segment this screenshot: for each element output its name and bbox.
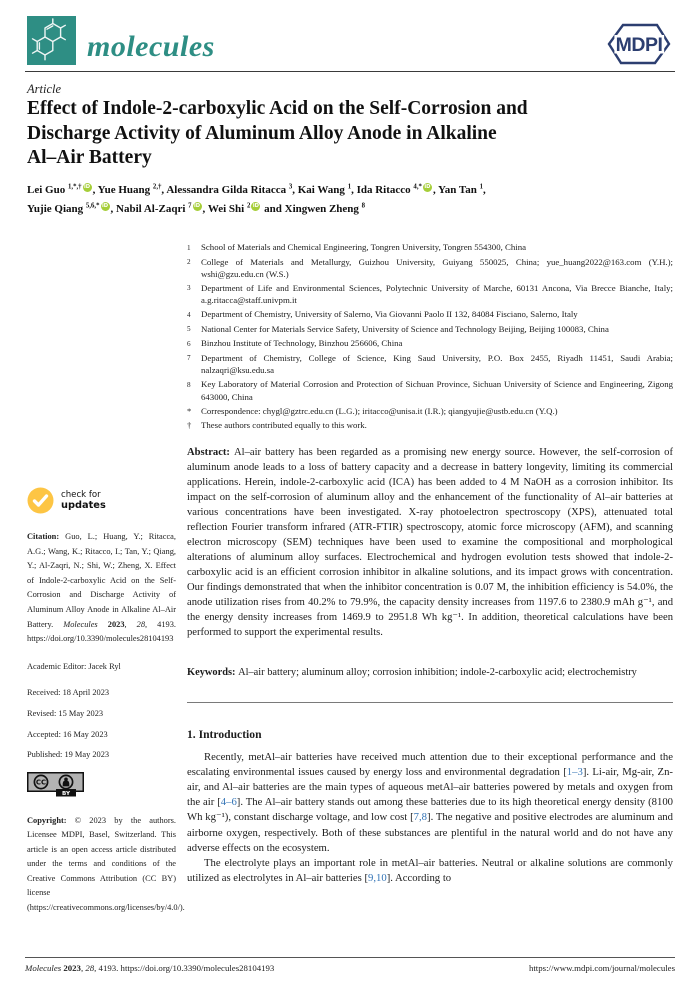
section-heading-introduction: 1. Introduction (187, 727, 262, 741)
text-segment: 3 (288, 183, 293, 191)
text-segment: © 2023 by the authors. Licensee MDPI, Basel, Switzerland. This article is an open access article distributed under the terms and conditions of the Creative Commons Attribution (CC BY) license (https://creativecommons.org/licenses/by/4.0/). (27, 815, 185, 913)
text-segment: Guo, L.; Huang, Y.; Ritacca, A.G.; Wang, K.; Ritacco, I.; Tan, Y.; Qiang, Y.; Al-Zaqri, N.; Shi, W.; Zheng, X. Effect of Indole-2-carboxylic Acid on the Self-Corrosion and Discharge Activity of Aluminum Alloy Anode in Alkaline Al–Air Battery. (27, 532, 176, 629)
affiliation-row (187, 282, 673, 307)
affiliation-text: Department of Life and Environmental Sciences, Polytechnic University of Marche, 60131 Ancona, Via Brecce Bianche, Italy; a.g.ritacca@staff.univpm.it (201, 282, 673, 306)
mdpi-logo[interactable] (601, 20, 675, 73)
accepted-line: Accepted: 16 May 2023 (27, 729, 108, 739)
text-segment: , (80, 963, 86, 973)
text-segment: Abstract: (187, 447, 234, 459)
affiliation-text: Binzhou Institute of Technology, Binzhou 256606, China (201, 338, 403, 349)
orcid-icon[interactable]: iD (194, 202, 201, 209)
orcid-icon[interactable]: iD (252, 202, 259, 209)
text-segment: ]. Li-air, Mg-air, Zn-air, and Al–air batteries are the main types of aqueous metAl–air batteries powered by metals and oxygen from the air [ (187, 765, 673, 809)
affiliation-list (187, 241, 673, 431)
text-segment: Copyright: (27, 815, 75, 825)
title-line: Discharge Activity of Aluminum Alloy Anode in Alkaline (27, 122, 497, 144)
note-symbol: † (187, 419, 192, 430)
affiliation-row (187, 308, 673, 321)
text-segment: 2023 (63, 963, 81, 973)
text-segment: Al–air battery has been regarded as a promising new energy source. However, the self-corrosion of aluminum anode leads to a loss of battery capacity and a decrease in battery longevity, limiting its commercial applications. Herein, indole-2-carboxylic acid (ICA) has been added to 4 M NaOH as a corrosion inhibitor. Its impact on the self-corrosion of aluminum alloy and the enhancement of the functionality of Al–air batteries at various concentrations have been investigated. X-ray photoelectron spectroscopy (XPS), attenuated total reflection Fourier transform infrared (ATR-FTIR) spectroscopy, atomic force microscopy (AFM), and scanning electron microscopy (SEM) techniques have been used to examine the compositional and morphological alterations of aluminum alloy surfaces. Electrochemical and hydrogen evolution tests showed that indole-2-carboxylic acid is an efficient corrosion inhibitor in alkaline solutions, and its impact grows with concentration. Our findings demonstrated that when the inhibitor concentration is 0.07 M, the inhibition efficiency is 54.0%, the anode utilization rises from 40.2% to 79.9%, the capacity density increases from 1197.6 to 2380.9 mAh g⁻¹, and the energy density increases from 1469.9 to 2951.8 Wh kg⁻¹. In addition, theoretical calculations have been performed to support the experimental results. (187, 447, 673, 639)
page-footer (25, 963, 675, 973)
text-segment: 7 (188, 201, 192, 209)
affiliation-row (187, 241, 673, 254)
affiliation-text: Department of Chemistry, College of Science, King Saud University, P.O. Box 2455, Riyadh 11451, Saudi Arabia; nalzaqri@ksu.edu.sa (201, 352, 673, 376)
affiliation-number: 6 (187, 339, 191, 348)
text-segment: 4,* (413, 183, 422, 191)
text-segment: The electrolyte plays an important role in metAl–air batteries. Neutral or alkaline solutions are commonly utilized as electrolytes in Al–air batteries [ (187, 856, 673, 885)
header-divider (25, 71, 675, 72)
affiliation-row (187, 337, 673, 350)
text-segment: , Yan Tan (432, 184, 480, 196)
correspondence-row (187, 405, 673, 417)
orcid-icon[interactable]: iD (84, 184, 91, 191)
journal-header (27, 16, 215, 65)
check-icon (27, 487, 54, 514)
affiliation-number: 8 (187, 380, 191, 389)
text-segment: 28 (136, 619, 146, 629)
text-segment: 8 (361, 201, 366, 209)
text-segment: , (124, 619, 137, 629)
affiliation-row (187, 352, 673, 377)
text-segment: Keywords: (187, 667, 239, 679)
orcid-icon[interactable]: iD (101, 202, 109, 209)
affiliation-row (187, 323, 673, 336)
text-segment: ]. The Al–air battery stands out among these batteries due to its high theoretical energy density (8100 Wh kg⁻¹), constant discharge voltage, and low cost [ (187, 796, 674, 824)
equal-contribution-text: These authors contributed equally to this work. (201, 419, 367, 430)
text-segment: Recently, metAl–air batteries have received much attention due to their exceptional performance and the escalating environmental issues caused by energy loss and environmental degradation [ (187, 750, 673, 778)
cc-by-license-badge[interactable] (27, 772, 176, 803)
svg-text:MDPI: MDPI (615, 34, 663, 56)
citation-ref-link[interactable]: 4–6 (220, 796, 237, 809)
academic-editor-line: Academic Editor: Jacek Ryl (27, 661, 121, 671)
check-for-updates-badge[interactable] (27, 487, 176, 514)
text-segment: 2,† (152, 183, 162, 191)
author-line-1 (27, 181, 675, 200)
text-segment: 1 (479, 183, 484, 191)
intro-paragraph-2 (187, 856, 673, 886)
affiliation-number: 3 (187, 284, 191, 293)
citation-block (27, 530, 176, 647)
text-segment: , 4193. https://doi.org/10.3390/molecules28104193 (94, 963, 275, 973)
text-segment: , Wei Shi (202, 202, 247, 215)
orcid-icon[interactable]: iD (424, 184, 431, 191)
text-segment: Al–air battery; aluminum alloy; corrosion inhibition; indole-2-carboxylic acid; electrochemistry (238, 667, 637, 679)
text-segment: Molecules (25, 963, 64, 973)
mdpi-logo-icon (601, 20, 675, 68)
affiliation-number: 7 (187, 354, 191, 363)
text-segment: Citation: (27, 532, 66, 541)
copyright-block (27, 814, 185, 916)
affiliation-row (187, 378, 673, 403)
citation-ref-link[interactable]: 7,8 (413, 811, 428, 824)
keywords-paragraph (187, 666, 673, 681)
cc-by-icon (27, 772, 85, 797)
text-segment: ]. The negative and positive electrodes are aluminum and airborne oxygen, respectively. Both of these substances are plentiful in the natural world and do not have any adverse effects on the ecosystem. (187, 811, 673, 854)
molecules-logo-icon (27, 16, 76, 65)
text-segment: , Alessandra Gilda Ritacca (161, 184, 289, 196)
article-type-label: Article (27, 82, 62, 96)
footer-citation[interactable] (25, 963, 274, 973)
citation-ref-link[interactable]: 9,10 (368, 872, 387, 885)
text-segment: , Ida Ritacco (351, 184, 414, 196)
footer-journal-url[interactable]: https://www.mdpi.com/journal/molecules (528, 963, 675, 973)
affiliation-number: 5 (187, 325, 191, 334)
section-divider (187, 702, 673, 703)
check-badge-label: check for updates (61, 490, 106, 511)
text-segment: 5,6,* (85, 201, 100, 209)
correspondence-text: Correspondence: chygl@gztrc.edu.cn (L.G.); iritacco@unisa.it (I.R.); qiangyujie@ustb.edu.cn (Y.Q.) (201, 405, 558, 416)
main-column (187, 241, 673, 886)
title-line: Effect of Indole-2-carboxylic Acid on the Self-Corrosion and (27, 98, 528, 119)
text-segment: Yujie Qiang (27, 202, 86, 215)
text-segment: , 4193. https://doi.org/10.3390/molecules28104193 (27, 619, 177, 644)
dates-block (27, 686, 176, 763)
text-segment: , Yue Huang (92, 184, 153, 196)
affiliation-number: 2 (187, 258, 191, 266)
text-segment: 2 (246, 201, 251, 209)
published-line: Published: 19 May 2023 (27, 750, 110, 760)
title-line: Al–Air Battery (27, 147, 152, 168)
footer-divider (25, 957, 675, 958)
affiliation-row (187, 256, 673, 281)
intro-paragraph-1 (187, 750, 673, 856)
text-segment: 1,*,† (67, 183, 82, 191)
text-segment: 1 (347, 183, 352, 191)
text-segment: , Nabil Al-Zaqri (110, 202, 189, 215)
affiliation-text: Department of Chemistry, University of Salerno, Via Giovanni Paolo II 132, 84084 Fisciano, Salerno, Italy (201, 309, 578, 320)
affiliation-text: School of Materials and Chemical Engineering, Tongren University, Tongren 554300, China (201, 242, 527, 252)
svg-text:CC: CC (35, 778, 47, 787)
text-segment: 28 (85, 963, 95, 973)
equal-contribution-row (187, 419, 673, 431)
journal-name: molecules (87, 30, 215, 63)
svg-text:BY: BY (61, 790, 71, 797)
affiliation-number: 4 (187, 310, 191, 319)
article-title (27, 97, 673, 171)
abstract-paragraph (187, 445, 673, 640)
author-list (27, 181, 675, 218)
citation-ref-link[interactable]: 1–3 (566, 765, 583, 778)
text-segment: Lei Guo (27, 184, 68, 196)
text-segment: and Xingwen Zheng (261, 202, 362, 215)
affiliation-text: College of Materials and Metallurgy, Guizhou University, Guiyang 550025, China; yue_huang2022@163.com (Y.H.); wshi@gzu.edu.cn (W.S.) (201, 256, 673, 279)
sidebar (27, 487, 185, 916)
received-line: Received: 18 April 2023 (27, 688, 110, 698)
text-segment: , Kai Wang (292, 184, 348, 196)
author-line-2 (27, 200, 675, 219)
affiliation-text: Key Laboratory of Material Corrosion and Protection of Sichuan Province, Sichuan University of Science and Engineering, Zigong 643000, China (201, 379, 673, 402)
text-segment: , (483, 184, 486, 196)
affiliation-text: National Center for Materials Service Safety, University of Science and Technology Beijing, Beijing 100083, China (201, 323, 609, 334)
text-segment: 2023 (107, 619, 125, 629)
text-segment: ]. According to (386, 872, 452, 885)
note-symbol: * (187, 405, 192, 416)
affiliation-number: 1 (187, 243, 191, 252)
text-segment: Molecules (63, 619, 108, 629)
revised-line: Revised: 15 May 2023 (27, 709, 104, 719)
